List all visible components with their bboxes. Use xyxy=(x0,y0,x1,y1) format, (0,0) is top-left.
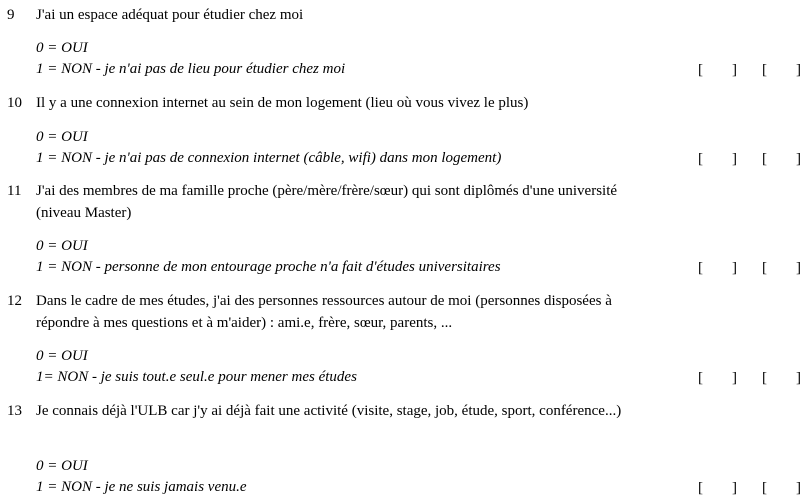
option-no: 1 = NON - je n'ai pas de lieu pour étudier chez moi xyxy=(36,61,346,77)
question-number: 11 xyxy=(7,183,22,199)
question-text: J'ai des membres de ma famille proche (père/mère/frère/sœur) qui sont diplômés d'une université (niveau Master) xyxy=(36,183,618,221)
answer-bracket-open: [ xyxy=(698,480,703,496)
option-no: 1 = NON - je n'ai pas de connexion internet (câble, wifi) dans mon logement) xyxy=(36,150,502,166)
answer-bracket-close: ] xyxy=(796,260,801,276)
answer-bracket-close: ] xyxy=(796,151,801,167)
question-number: 10 xyxy=(7,95,22,111)
option-yes: 0 = OUI xyxy=(36,40,88,56)
answer-bracket-close: ] xyxy=(732,62,737,78)
answer-bracket-open: [ xyxy=(698,151,703,167)
answer-bracket-open: [ xyxy=(762,62,767,78)
question-number: 9 xyxy=(7,7,15,23)
question-text: Il y a une connexion internet au sein de mon logement (lieu où vous vivez le plus) xyxy=(36,95,529,111)
answer-bracket-close: ] xyxy=(796,370,801,386)
answer-bracket-open: [ xyxy=(762,260,767,276)
answer-bracket-close: ] xyxy=(732,151,737,167)
answer-bracket-open: [ xyxy=(762,151,767,167)
answer-bracket-close: ] xyxy=(732,370,737,386)
answer-bracket-close: ] xyxy=(796,480,801,496)
answer-bracket-close: ] xyxy=(732,480,737,496)
answer-bracket-open: [ xyxy=(698,62,703,78)
answer-bracket-open: [ xyxy=(762,480,767,496)
answer-bracket-open: [ xyxy=(698,370,703,386)
answer-bracket-close: ] xyxy=(796,62,801,78)
option-yes: 0 = OUI xyxy=(36,458,88,474)
option-no: 1= NON - je suis tout.e seul.e pour mener mes études xyxy=(36,369,357,385)
option-yes: 0 = OUI xyxy=(36,348,88,364)
answer-bracket-open: [ xyxy=(698,260,703,276)
answer-bracket-close: ] xyxy=(732,260,737,276)
question-text: Je connais déjà l'ULB car j'y ai déjà fait une activité (visite, stage, job, étude, sport, conférence...) xyxy=(36,403,622,419)
question-number: 13 xyxy=(7,403,22,419)
question-text: J'ai un espace adéquat pour étudier chez moi xyxy=(36,7,304,23)
option-yes: 0 = OUI xyxy=(36,238,88,254)
answer-bracket-open: [ xyxy=(762,370,767,386)
option-no: 1 = NON - personne de mon entourage proche n'a fait d'études universitaires xyxy=(36,259,501,275)
option-no: 1 = NON - je ne suis jamais venu.e xyxy=(36,479,247,495)
option-yes: 0 = OUI xyxy=(36,129,88,145)
question-text: Dans le cadre de mes études, j'ai des personnes ressources autour de moi (personnes disposées à répondre à mes questions et à m'aider) : ami.e, frère, sœur, parents, ... xyxy=(36,293,612,331)
question-number: 12 xyxy=(7,293,22,309)
